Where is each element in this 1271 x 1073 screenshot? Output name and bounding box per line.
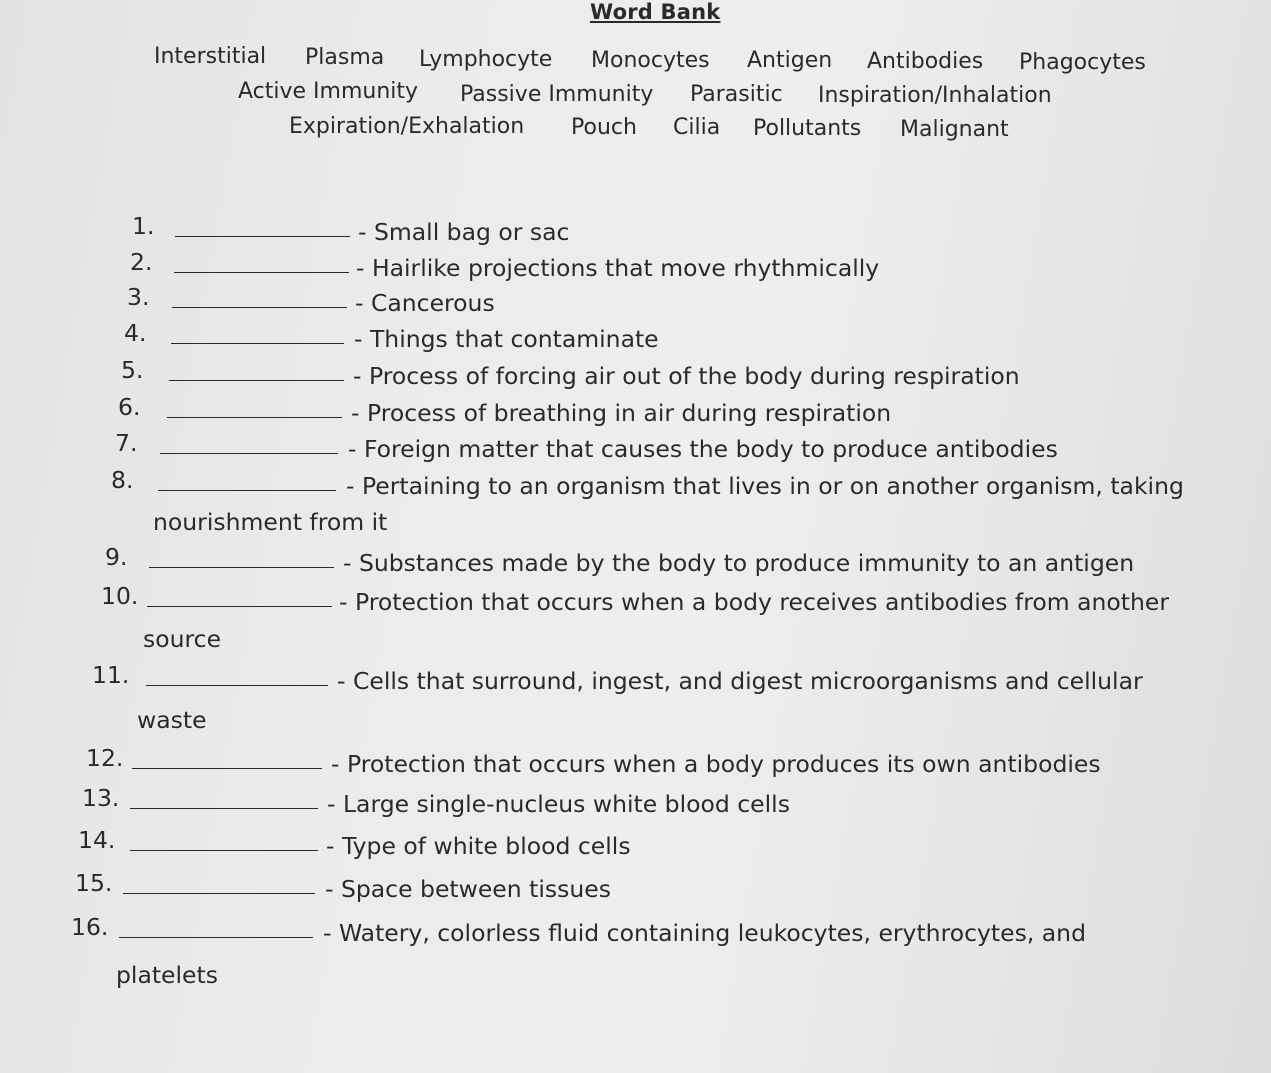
word-bank-term: Malignant	[900, 117, 1009, 142]
question-number: 1.	[132, 212, 155, 240]
question-definition-continued: source	[143, 625, 222, 653]
word-bank-term: Antigen	[747, 48, 833, 73]
word-bank-term: Monocytes	[591, 48, 710, 73]
answer-blank[interactable]	[130, 808, 318, 809]
answer-blank[interactable]	[146, 685, 328, 686]
question-number: 15.	[75, 869, 113, 897]
word-bank-term: Passive Immunity	[460, 82, 654, 107]
question-definition: - Foreign matter that causes the body to produce antibodies	[348, 435, 1058, 463]
answer-blank[interactable]	[119, 937, 313, 938]
word-bank-term: Expiration/Exhalation	[289, 114, 525, 139]
question-number: 7.	[115, 429, 138, 457]
answer-blank[interactable]	[160, 453, 338, 454]
question-definition-continued: waste	[137, 706, 207, 734]
question-definition: - Protection that occurs when a body produces its own antibodies	[331, 750, 1101, 778]
question-definition: - Process of forcing air out of the body during respiration	[353, 362, 1020, 390]
word-bank-term: Inspiration/Inhalation	[818, 83, 1052, 108]
question-definition: - Cancerous	[355, 289, 495, 317]
question-number: 9.	[105, 543, 128, 571]
question-definition: - Space between tissues	[325, 875, 611, 903]
question-definition: - Large single-nucleus white blood cells	[327, 790, 790, 818]
answer-blank[interactable]	[169, 380, 344, 381]
answer-blank[interactable]	[171, 343, 344, 344]
question-number: 6.	[118, 393, 141, 421]
question-definition: - Protection that occurs when a body receives antibodies from another	[339, 588, 1169, 616]
question-definition: - Pertaining to an organism that lives in or on another organism, taking	[346, 472, 1184, 500]
answer-blank[interactable]	[158, 490, 336, 491]
word-bank-term: Lymphocyte	[419, 47, 553, 72]
question-number: 4.	[124, 319, 147, 347]
word-bank-term: Plasma	[305, 45, 385, 70]
answer-blank[interactable]	[149, 567, 334, 568]
word-bank-term: Pollutants	[753, 116, 862, 141]
question-number: 11.	[92, 661, 130, 689]
word-bank-term: Active Immunity	[238, 79, 419, 104]
answer-blank[interactable]	[130, 850, 318, 851]
word-bank-term: Parasitic	[690, 82, 783, 107]
question-definition: - Type of white blood cells	[326, 832, 631, 860]
question-number: 3.	[127, 283, 150, 311]
question-definition: - Process of breathing in air during respiration	[351, 399, 892, 427]
word-bank-term: Pouch	[571, 115, 637, 140]
question-number: 10.	[101, 582, 139, 610]
question-number: 8.	[111, 466, 134, 494]
question-definition: - Watery, colorless fluid containing leukocytes, erythrocytes, and	[323, 919, 1086, 947]
word-bank-title: Word Bank	[590, 0, 721, 24]
question-definition: - Small bag or sac	[358, 218, 570, 246]
question-number: 5.	[121, 356, 144, 384]
answer-blank[interactable]	[123, 893, 315, 894]
answer-blank[interactable]	[132, 768, 322, 769]
question-definition: - Substances made by the body to produce immunity to an antigen	[343, 549, 1135, 577]
word-bank-term: Cilia	[673, 115, 721, 140]
question-definition: - Hairlike projections that move rhythmically	[356, 254, 880, 282]
question-definition: - Cells that surround, ingest, and digest microorganisms and cellular	[337, 667, 1143, 695]
word-bank-term: Antibodies	[867, 49, 984, 74]
answer-blank[interactable]	[174, 272, 349, 273]
question-definition-continued: nourishment from it	[153, 508, 388, 536]
word-bank-term: Phagocytes	[1019, 50, 1146, 75]
question-definition: - Things that contaminate	[354, 325, 659, 353]
question-number: 16.	[71, 913, 109, 941]
word-bank-term: Interstitial	[154, 44, 267, 69]
answer-blank[interactable]	[175, 236, 350, 237]
question-number: 2.	[130, 248, 153, 276]
question-definition-continued: platelets	[116, 961, 218, 989]
answer-blank[interactable]	[172, 307, 347, 308]
question-number: 13.	[82, 784, 120, 812]
question-number: 12.	[86, 744, 124, 772]
answer-blank[interactable]	[147, 606, 332, 607]
question-number: 14.	[78, 826, 116, 854]
answer-blank[interactable]	[167, 417, 342, 418]
